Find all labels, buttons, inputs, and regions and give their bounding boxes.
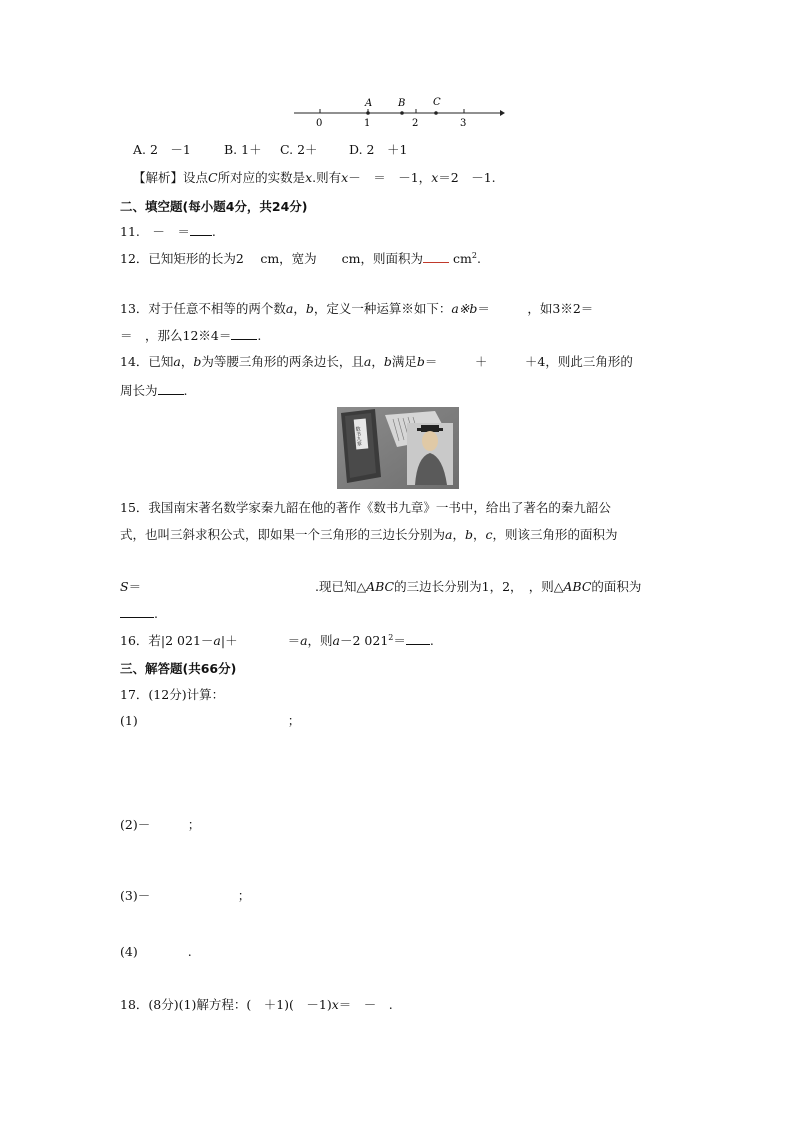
question-15-line-1: 15．我国南宋著名数学家秦九韶在他的著作《数书九章》一书中，给出了著名的秦九韶公	[120, 500, 611, 515]
choice-d: D. 2 ＋1	[349, 142, 408, 157]
point-b	[400, 111, 404, 115]
tick-label-2: 2	[412, 118, 419, 129]
arrow-right-icon	[500, 110, 505, 116]
question-13-line-1: 13．对于任意不相等的两个数a，b，定义一种运算※如下：a※b＝ ，如3※2＝	[120, 301, 594, 316]
label-b: B	[398, 98, 406, 109]
point-a	[366, 111, 370, 115]
section-heading-solve: 三、解答题(共66分)	[120, 661, 237, 676]
question-15-line-3b: .现已知△ABC的三边长分别为1，2， ，则△ABC的面积为	[315, 579, 642, 594]
choice-b: B. 1＋	[224, 142, 262, 157]
label-a: A	[365, 98, 373, 109]
qin-jiushao-photo	[337, 407, 459, 489]
label-c: C	[433, 97, 441, 108]
tick-label-3: 3	[460, 118, 467, 129]
question-17-part-1: (1) ；	[120, 713, 301, 728]
point-c	[434, 111, 438, 115]
choice-c: C. 2＋	[280, 142, 318, 157]
question-13-line-2: ＝ ，那么12※4＝ .	[120, 328, 262, 343]
number-line-figure	[290, 94, 505, 130]
question-17-part-4: (4) .	[120, 944, 192, 959]
question-14-line-1: 14．已知a，b为等腰三角形的两条边长，且a，b满足b＝ ＋ ＋4，则此三角形的	[120, 354, 633, 369]
tick-label-0: 0	[316, 118, 323, 129]
choice-a: A. 2 －1	[133, 142, 191, 157]
answer-blank	[158, 382, 184, 395]
question-17-part-3: (3)－ ；	[120, 888, 251, 903]
question-17-title: 17．(12分)计算：	[120, 687, 225, 702]
question-18: 18．(8分)(1)解方程：( ＋1)( －1)x＝ － .	[120, 997, 393, 1012]
question-15-line-4: .	[120, 605, 158, 622]
portrait-face	[422, 431, 438, 451]
book-title-text: 数书九章	[354, 426, 363, 447]
question-12: 12．已知矩形的长为2 cm，宽为 cm，则面积为 $cm^2$.	[120, 250, 481, 266]
answer-blank	[423, 250, 449, 263]
answer-blank	[120, 605, 154, 618]
answer-blank	[231, 327, 257, 340]
question-17-part-2: (2)－ ；	[120, 817, 201, 832]
answer-blank	[406, 632, 430, 645]
question-15-line-3a: S＝	[120, 579, 142, 594]
section-heading-fill-in: 二、填空题(每小题4分，共24分)	[120, 199, 308, 214]
question-15-line-2: 式，也叫三斜求积公式，即如果一个三角形的三边长分别为a，b，c，则该三角形的面积为	[120, 527, 618, 542]
solution-line: 【解析】设点C所对应的实数是x.则有x－ ＝ －1，x＝2 －1.	[133, 170, 496, 185]
question-16: 16．若|2 021－a|＋ ＝a，则a－2 $021^2=$ .	[120, 632, 434, 648]
tick-label-1: 1	[364, 118, 371, 129]
question-14-line-2: 周长为 .	[120, 383, 188, 398]
question-11: 11. － ＝ .	[120, 224, 216, 239]
answer-blank	[190, 223, 212, 236]
